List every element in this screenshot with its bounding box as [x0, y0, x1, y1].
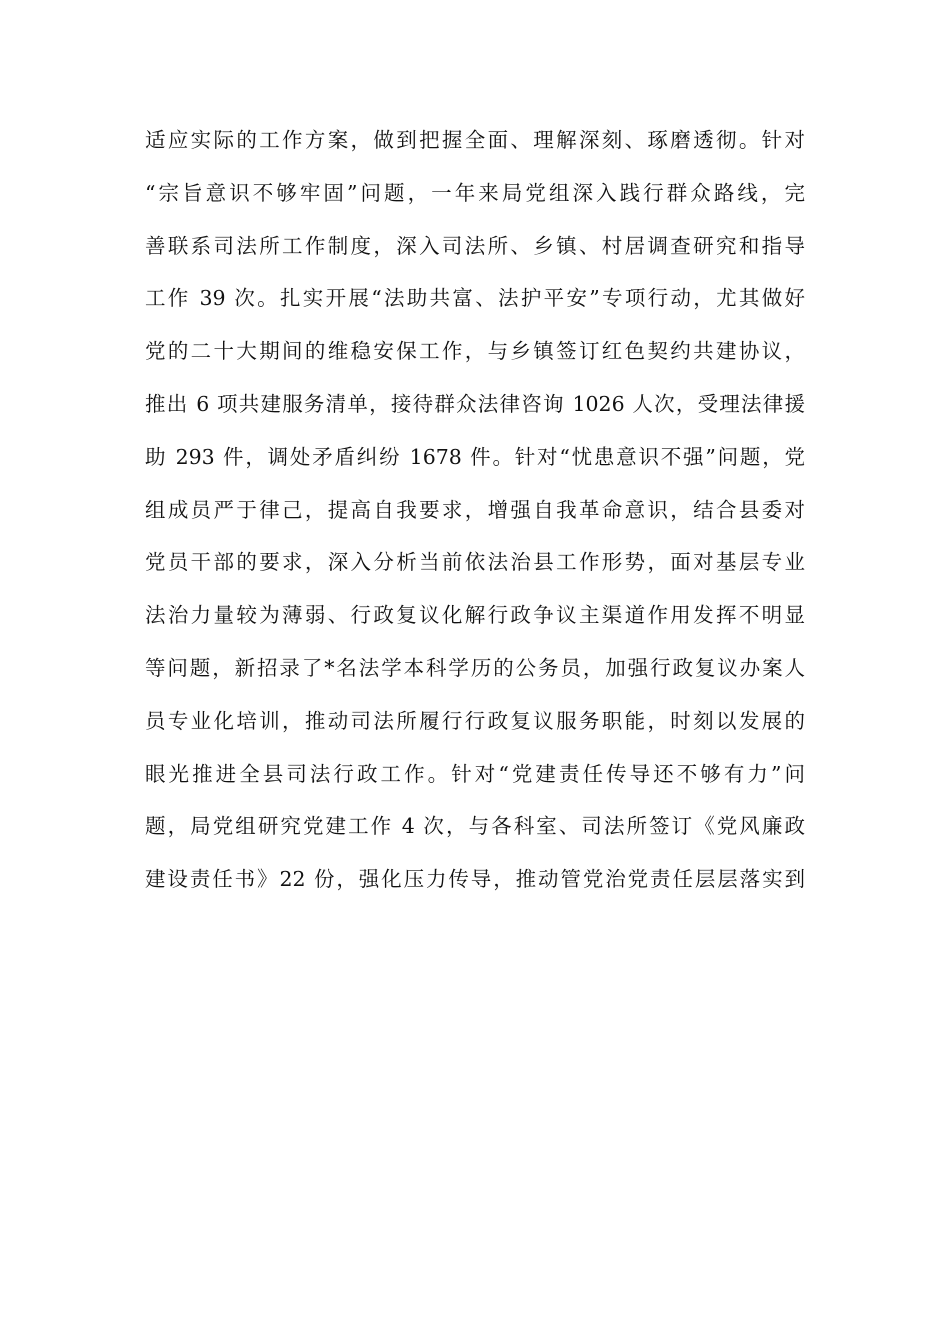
paragraph-line: 法治力量较为薄弱、行政复议化解行政争议主渠道作用发挥不明显	[145, 603, 805, 628]
paragraph-line: 工作 39 次。扎实开展“法助共富、法护平安”专项行动，尤其做好	[145, 286, 805, 311]
paragraph-line: 推出 6 项共建服务清单，接待群众法律咨询 1026 人次，受理法律援	[145, 391, 805, 416]
paragraph-line: 组成员严于律己，提高自我要求，增强自我革命意识，结合县委对	[145, 497, 805, 522]
paragraph-line: “宗旨意识不够牢固”问题，一年来局党组深入践行群众路线，完	[145, 180, 805, 205]
paragraph-line: 助 293 件，调处矛盾纠纷 1678 件。针对“忧患意识不强”问题，党	[145, 444, 805, 469]
paragraph-line: 适应实际的工作方案，做到把握全面、理解深刻、琢磨透彻。针对	[145, 128, 805, 152]
paragraph-line: 眼光推进全县司法行政工作。针对“党建责任传导还不够有力”问	[145, 761, 805, 786]
document-page	[145, 121, 805, 913]
paragraph-line: 建设责任书》22 份，强化压力传导，推动管党治党责任层层落实到	[145, 867, 805, 892]
paragraph-line: 员专业化培训，推动司法所履行行政复议服务职能，时刻以发展的	[145, 708, 805, 733]
paragraph-line: 党员干部的要求，深入分析当前依法治县工作形势，面对基层专业	[145, 550, 805, 575]
paragraph-line: 题，局党组研究党建工作 4 次，与各科室、司法所签订《党风廉政	[145, 814, 805, 839]
paragraph-line: 善联系司法所工作制度，深入司法所、乡镇、村居调查研究和指导	[145, 233, 805, 258]
paragraph-line: 等问题，新招录了*名法学本科学历的公务员，加强行政复议办案人	[145, 655, 805, 680]
paragraph-line: 党的二十大期间的维稳安保工作，与乡镇签订红色契约共建协议，	[145, 339, 805, 364]
